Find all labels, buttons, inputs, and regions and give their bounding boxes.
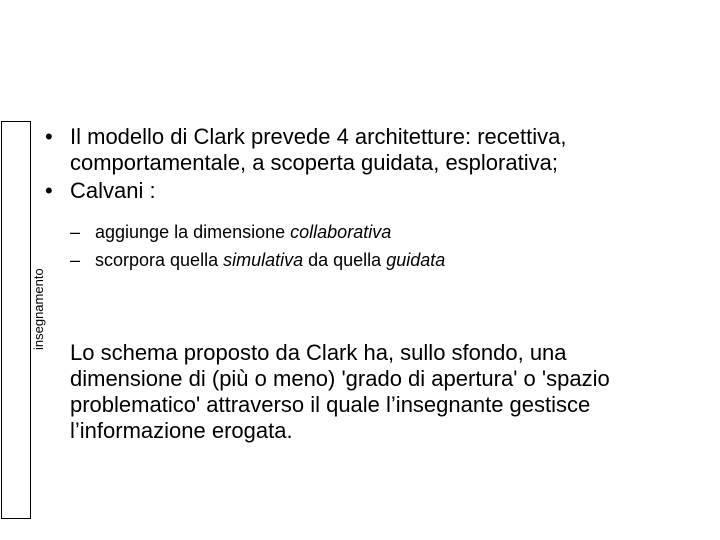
sub-text-middle: da quella [303,250,387,270]
sub-marker: – [70,250,81,270]
sub-item-scorpora [70,246,710,274]
sub-text-prefix: aggiunge la dimensione [95,222,291,242]
sub-item-aggiunge [70,218,710,246]
bullet-marker: • [45,124,53,149]
sub-list [70,218,710,274]
sub-text-emphasis: collaborativa [290,222,392,242]
bullet-item-clark [45,124,710,176]
body-paragraph: Lo schema proposto da Clark ha, sullo sfondo, una dimensione di (più o meno) 'grado di apertura' o 'spazio problematico' attraverso il quale l’insegnante gestisce l’informazione erogata. [70,340,610,443]
sub-text-emphasis-2: guidata [386,250,446,270]
bullet-marker: • [45,178,53,203]
bullet-list [45,124,710,274]
sub-marker: – [70,222,81,242]
side-frame [1,121,31,519]
sub-text-emphasis: simulativa [223,250,304,270]
bullet-text: Il modello di Clark prevede 4 architetture: recettiva, comportamentale, a scoperta guidata, esplorativa; [70,124,567,175]
bullet-item-calvani [45,178,710,204]
side-label: insegnamento [31,268,46,350]
bullet-text: Calvani : [70,178,156,203]
sub-text-prefix: scorpora quella [95,250,224,270]
